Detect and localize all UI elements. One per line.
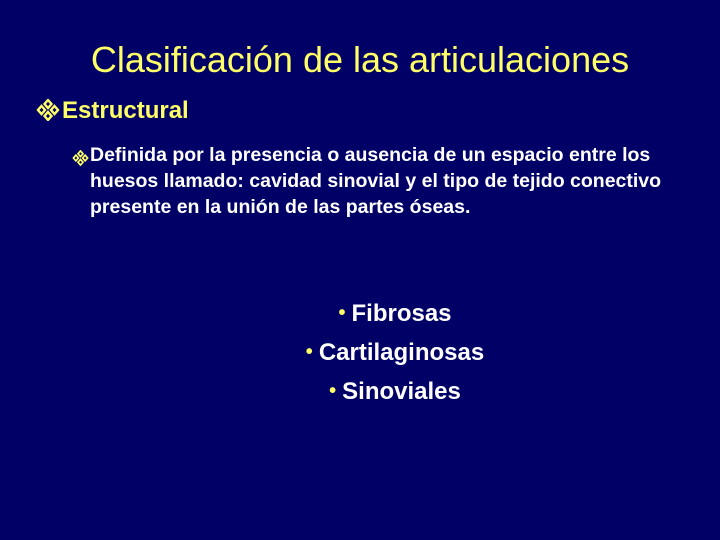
- classification-list: [0, 294, 720, 411]
- diamond-cluster-icon: [36, 99, 60, 129]
- list-item: [0, 372, 720, 411]
- dot-icon: •: [338, 302, 346, 324]
- heading-label: Estructural: [62, 97, 189, 124]
- slide-title: Clasificación de las articulaciones: [90, 39, 630, 80]
- dot-icon: •: [305, 341, 313, 363]
- list-item: [0, 333, 720, 372]
- body-paragraph: [72, 142, 708, 220]
- heading-row: [36, 96, 189, 129]
- list-item-label: Sinoviales: [342, 378, 461, 405]
- diamond-cluster-icon: [72, 147, 89, 173]
- list-item-label: Fibrosas: [351, 300, 452, 327]
- body-text: Definida por la presencia o ausencia de un espacio entre los huesos llamado: cavidad sinovial y el tipo de tejido conectivo presente en la unión de las partes óseas.: [90, 144, 662, 218]
- list-item: [0, 294, 720, 333]
- dot-icon: •: [329, 380, 337, 402]
- list-item-label: Cartilaginosas: [318, 339, 485, 366]
